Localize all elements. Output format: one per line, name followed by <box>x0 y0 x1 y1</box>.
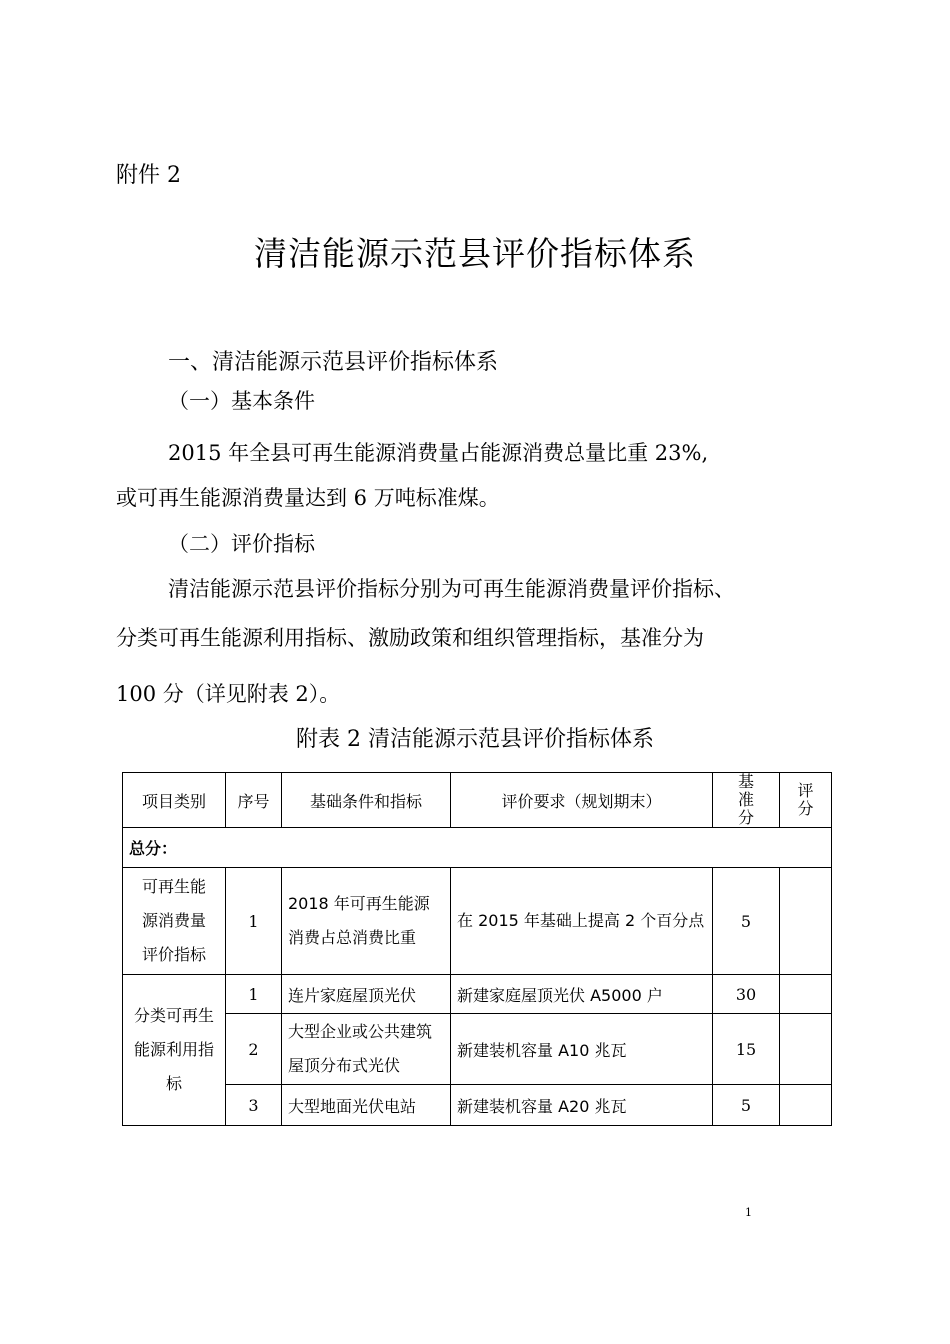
indicator-cell: 大型企业或公共建筑屋顶分布式光伏 <box>282 1014 451 1085</box>
score-cell <box>780 975 832 1014</box>
category-cell: 分类可再生能源利用指标 <box>123 975 226 1126</box>
requirement-cell: 新建家庭屋顶光伏 A5000 户 <box>451 975 713 1014</box>
base-score-cell: 30 <box>713 975 780 1014</box>
table-caption: 附表 2 清洁能源示范县评价指标体系 <box>296 727 654 752</box>
score-cell <box>780 868 832 975</box>
table-row <box>123 975 832 1014</box>
indicator-cell: 大型地面光伏电站 <box>282 1085 451 1126</box>
header-category: 项目类别 <box>123 773 226 828</box>
base-score-cell: 5 <box>713 868 780 975</box>
seq-cell: 1 <box>226 868 282 975</box>
paragraph-indicators-line-2: 分类可再生能源利用指标、激励政策和组织管理指标，基准分为 <box>116 626 704 650</box>
header-indicator: 基础条件和指标 <box>282 773 451 828</box>
seq-cell: 2 <box>226 1014 282 1085</box>
page-number: 1 <box>745 1206 752 1219</box>
header-requirement: 评价要求（规划期末） <box>451 773 713 828</box>
score-cell <box>780 1085 832 1126</box>
indicator-cell: 2018 年可再生能源消费占总消费比重 <box>282 868 451 975</box>
section-heading: 一、清洁能源示范县评价指标体系 <box>168 350 499 375</box>
requirement-cell: 在 2015 年基础上提高 2 个百分点 <box>451 868 713 975</box>
subsection-heading-indicators: （二）评价指标 <box>168 532 315 556</box>
seq-cell: 1 <box>226 975 282 1014</box>
requirement-cell: 新建装机容量 A20 兆瓦 <box>451 1085 713 1126</box>
total-label: 总分： <box>123 828 832 868</box>
paragraph-indicators-line-1: 清洁能源示范县评价指标分别为可再生能源消费量评价指标、 <box>168 577 735 601</box>
attachment-label: 附件 2 <box>116 163 181 188</box>
base-score-cell: 15 <box>713 1014 780 1085</box>
header-seq: 序号 <box>226 773 282 828</box>
paragraph-basic-line-1: 2015 年全县可再生能源消费量占能源消费总量比重 23%, <box>168 441 709 465</box>
seq-cell: 3 <box>226 1085 282 1126</box>
table-total-row <box>123 828 832 868</box>
score-cell <box>780 1014 832 1085</box>
header-score: 评分 <box>780 773 832 828</box>
category-cell: 可再生能源消费量评价指标 <box>123 868 226 975</box>
header-base-score: 基准分 <box>713 773 780 828</box>
document-title: 清洁能源示范县评价指标体系 <box>254 234 696 273</box>
indicator-cell: 连片家庭屋顶光伏 <box>282 975 451 1014</box>
requirement-cell: 新建装机容量 A10 兆瓦 <box>451 1014 713 1085</box>
evaluation-table <box>122 772 832 1126</box>
table-row <box>123 1085 832 1126</box>
table-row <box>123 868 832 975</box>
paragraph-basic-line-2: 或可再生能源消费量达到 6 万吨标准煤。 <box>116 486 500 510</box>
table-header-row <box>123 773 832 828</box>
base-score-cell: 5 <box>713 1085 780 1126</box>
table-row <box>123 1014 832 1085</box>
paragraph-indicators-line-3: 100 分（详见附表 2）。 <box>116 682 341 706</box>
subsection-heading-basic: （一）基本条件 <box>168 389 315 413</box>
